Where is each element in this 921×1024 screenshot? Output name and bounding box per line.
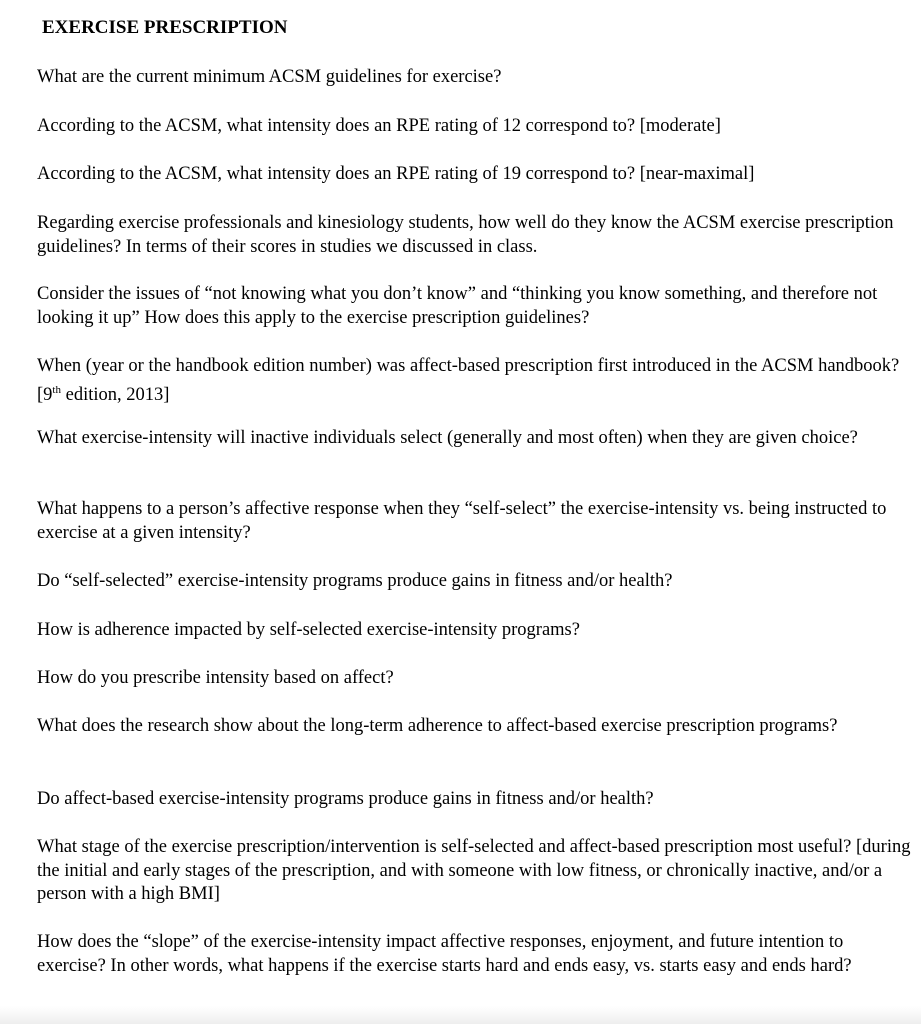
superscript: th — [52, 383, 61, 396]
question — [37, 355, 912, 407]
question: How is adherence impacted by self-selected exercise-intensity programs? — [37, 620, 580, 640]
question: According to the ACSM, what intensity does an RPE rating of 19 correspond to? [near-maximal] — [37, 164, 755, 184]
question: Regarding exercise professionals and kinesiology students, how well do they know the ACSM exercise prescription guidelines? In terms of their scores in studies we discussed in class. — [37, 213, 894, 257]
question: Do affect-based exercise-intensity programs produce gains in fitness and/or health? — [37, 789, 654, 809]
question: What stage of the exercise prescription/intervention is self-selected and affect-based prescription most useful? [during the initial and early stages of the prescription, and with someone with low fitness, or chronically inactive, and/or a person with a high BMI] — [37, 837, 911, 904]
page-bottom-shadow — [0, 1006, 921, 1024]
question: According to the ACSM, what intensity does an RPE rating of 12 correspond to? [moderate] — [37, 116, 721, 136]
question: What exercise-intensity will inactive individuals select (generally and most often) when they are given choice? — [37, 428, 858, 448]
question: How does the “slope” of the exercise-intensity impact affective responses, enjoyment, and future intention to exercise? In other words, what happens if the exercise starts hard and ends easy, vs. starts easy and ends hard? — [37, 932, 852, 976]
question: What are the current minimum ACSM guidelines for exercise? — [37, 67, 502, 87]
question-text: edition, 2013] — [60, 384, 170, 405]
question-text: When (year or the handbook edition number) was affect-based prescription first introduced in the ACSM handbook? [9 — [37, 356, 900, 405]
question: Consider the issues of “not knowing what you don’t know” and “thinking you know something, and therefore not looking it up” How does this apply to the exercise prescription guidelines? — [37, 284, 878, 328]
document-title: EXERCISE PRESCRIPTION — [42, 17, 288, 38]
question: Do “self-selected” exercise-intensity programs produce gains in fitness and/or health? — [37, 571, 673, 591]
question: What does the research show about the long-term adherence to affect-based exercise prescription programs? — [37, 716, 838, 736]
question: What happens to a person’s affective response when they “self-select” the exercise-intensity vs. being instructed to exercise at a given intensity? — [37, 499, 887, 543]
question: How do you prescribe intensity based on affect? — [37, 668, 394, 688]
